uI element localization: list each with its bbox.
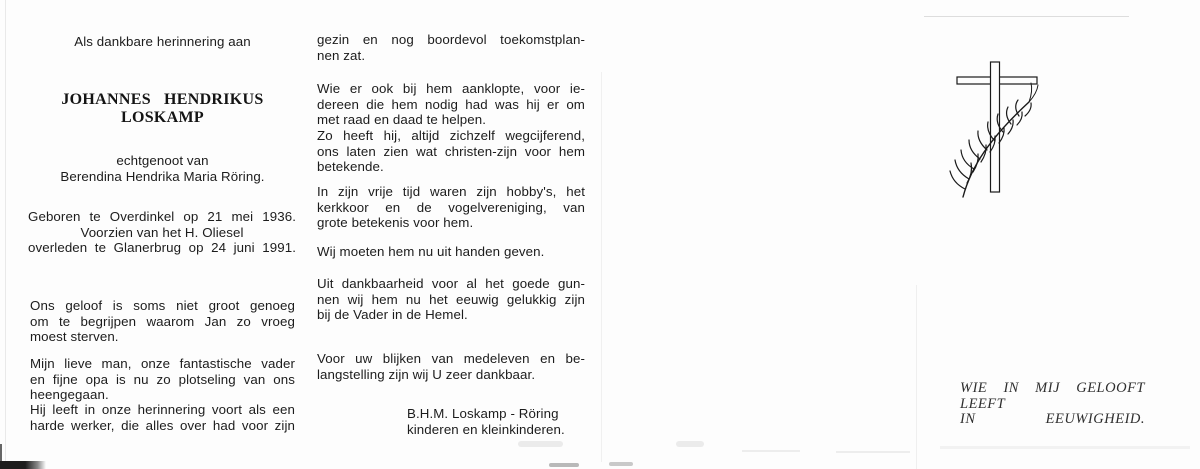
text-line: Berendina Hendrika Maria Röring. bbox=[60, 168, 265, 184]
intro-line: Als dankbare herinnering aan bbox=[74, 34, 251, 49]
scan-artifact-fold-line-middle bbox=[601, 72, 602, 462]
scan-artifact-smudge bbox=[676, 441, 704, 447]
text-line: grote betekenis voor hem. bbox=[317, 215, 474, 230]
continuation-paragraph bbox=[317, 32, 585, 63]
hobbies-paragraph bbox=[317, 184, 585, 231]
scan-artifact-top-edge bbox=[924, 16, 1129, 17]
deceased-name: JOHANNES HENDRIKUS LOSKAMP bbox=[61, 91, 264, 126]
text-line: langstelling zijn wij U zeer dankbaar. bbox=[317, 366, 536, 382]
text-line: Hij leeft in onze herinnering voort als een bbox=[30, 402, 295, 417]
spouse-block bbox=[30, 153, 295, 184]
thanks-paragraph bbox=[317, 351, 585, 382]
text-line: harde werker, die alles over had voor zijn bbox=[30, 417, 295, 433]
text-line: dereen die hem nodig had was hij er om bbox=[317, 96, 585, 112]
scan-artifact-smudge bbox=[609, 462, 633, 466]
text-line: Ons geloof is soms niet groot genoeg bbox=[30, 298, 295, 313]
scan-artifact-streak bbox=[742, 450, 800, 452]
text-line: In zijn vrije tijd waren zijn hobby's, het bbox=[317, 184, 585, 199]
tribute-paragraph bbox=[30, 356, 295, 403]
text-line: Voorzien van het H. Oliesel bbox=[80, 224, 244, 240]
text-line: gezin en nog boordevol toekomstplan- bbox=[317, 32, 585, 47]
text-line: WIE IN MIJ GELOOFT bbox=[960, 380, 1145, 396]
text-line: Wie er ook bij hem aanklopte, voor ie- bbox=[317, 81, 585, 96]
text-line: bij de Vader in de Hemel. bbox=[317, 307, 468, 322]
text-line: en fijne opa is nu zo plotseling van ons bbox=[30, 371, 295, 387]
faith-paragraph bbox=[30, 298, 295, 345]
scan-artifact-corner-blob bbox=[0, 461, 46, 469]
text-line: met raad en daad te helpen. bbox=[317, 112, 487, 127]
scan-artifact-left-dark-edge bbox=[0, 444, 2, 469]
text-line: B.H.M. Loskamp - Röring bbox=[407, 406, 559, 421]
text-line: heengegaan. bbox=[30, 387, 109, 402]
text-line: om te begrijpen waarom Jan zo vroeg bbox=[30, 313, 295, 329]
text-line: Uit dankbaarheid voor al het goede gun- bbox=[317, 276, 585, 291]
scan-artifact-streak bbox=[940, 446, 1190, 449]
scripture-verse bbox=[960, 381, 1145, 428]
text-line: Mijn lieve man, onze fantastische vader bbox=[30, 356, 295, 371]
birth-death-block bbox=[28, 209, 296, 256]
text-line: LEEFT bbox=[960, 395, 1006, 412]
cross-and-wheat-illustration bbox=[945, 55, 1060, 205]
text-line: overleden te Glanerbrug op 24 juni 1991. bbox=[28, 240, 296, 255]
text-line: echtgenoot van bbox=[116, 153, 209, 168]
helpfulness-paragraph bbox=[317, 81, 585, 128]
text-line: moest sterven. bbox=[30, 329, 119, 344]
signature-block bbox=[407, 406, 597, 437]
text-line: Zo heeft hij, altijd zichzelf wegcijferend, bbox=[317, 128, 585, 143]
text-line: Geboren te Overdinkel op 21 mei 1936. bbox=[28, 209, 296, 224]
text-line: kinderen en kleinkinderen. bbox=[407, 421, 565, 437]
text-line: nen zat. bbox=[317, 47, 366, 63]
latin-cross-icon bbox=[957, 62, 1037, 192]
text-line: IN EEUWIGHEID. bbox=[960, 411, 1145, 427]
scan-artifact-fold-line-right bbox=[916, 285, 917, 469]
scan-artifact-streak bbox=[836, 451, 910, 453]
text-line: Wij moeten hem nu uit handen geven. bbox=[317, 244, 545, 259]
text-line: ons laten zien wat christen-zijn voor hem bbox=[317, 143, 585, 159]
text-line: nen wij hem nu het eeuwig gelukkig zijn bbox=[317, 291, 585, 307]
letting-go-line bbox=[317, 244, 585, 260]
text-line: Voor uw blijken van medeleven en be- bbox=[317, 351, 585, 366]
scan-artifact-smudge bbox=[518, 441, 563, 447]
text-line: kerkkoor en de vogelvereniging, van bbox=[317, 199, 585, 215]
gratitude-paragraph bbox=[317, 276, 585, 323]
christian-example-paragraph bbox=[317, 128, 585, 175]
text-line: betekende. bbox=[317, 159, 384, 174]
memory-paragraph bbox=[30, 402, 295, 433]
scan-artifact-smudge bbox=[549, 463, 579, 467]
scan-artifact-left-edge bbox=[5, 0, 6, 469]
